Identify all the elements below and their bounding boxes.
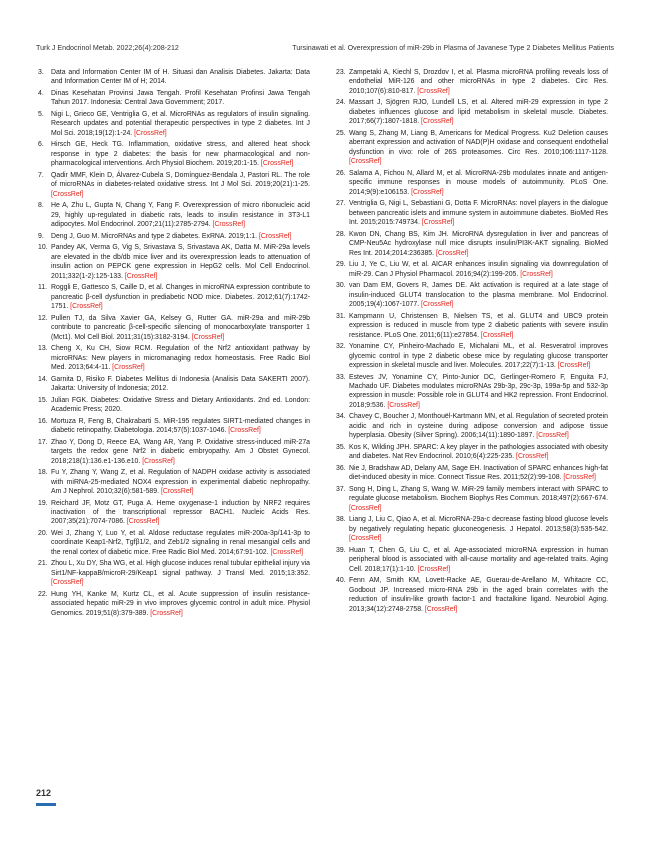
- crossref-link[interactable]: [CrossRef]: [51, 190, 84, 198]
- crossref-link[interactable]: [CrossRef]: [134, 129, 167, 137]
- crossref-link[interactable]: [CrossRef]: [70, 303, 103, 311]
- reference-citation: Huan T, Chen G, Liu C, et al. Age-associated microRNA expression in human peripheral blood is associated with all-cause mortality and age-related traits. Aging Cell. 2018;17(1):1-10.: [349, 546, 608, 573]
- crossref-link[interactable]: [CrossRef]: [150, 609, 183, 617]
- reference-item: [38, 89, 310, 108]
- reference-text: [51, 232, 310, 241]
- reference-number: 31.: [336, 312, 346, 320]
- reference-citation: Ventriglia G, Nigi L, Sebastiani G, Dotta F. MicroRNAs: novel players in the dialogue between pancreatic islets and immune system in autoimmune diabetes. BioMed Res Int. 2015;2015:749734.: [349, 200, 608, 227]
- reference-item: [336, 515, 608, 543]
- reference-item: [38, 68, 310, 87]
- reference-citation: Hirsch GE, Heck TG. Inflammation, oxidative stress, and altered heat shock response in type 2 diabetes: the basis for new pharmacological and non-pharmacological interventions. Arch Physiol Biochem. 2019;20:1-15.: [51, 141, 310, 168]
- reference-citation: Yonamine CY, Pinheiro-Machado E, Michalani ML, et al. Resveratrol improves glycemic control in type 2 diabetic obese mice by regulating glucose transporter expression in skeletal muscle and liver. Molecules. 2017;22(7):1-13.: [349, 343, 608, 369]
- reference-number: 21.: [38, 560, 48, 568]
- reference-item: [38, 314, 310, 342]
- reference-citation: He A, Zhu L, Gupta N, Chang Y, Fang F. Overexpression of micro ribonucleic acid 29, highly up-regulated in diabetic rats, leads to insulin resistance in 3T3-L1 adipocytes. Mol Endocrinol. 2007;21(11):2785-2794.: [51, 202, 310, 229]
- reference-item: [38, 590, 310, 618]
- reference-number: 39.: [336, 546, 346, 554]
- reference-citation: Dinas Kesehatan Provinsi Jawa Tengah. Profil Kesehatan Profinsi Jawa Tengah Tahun 2017. Indonesia: Central Java Government; 2017.: [51, 90, 310, 107]
- reference-text: [349, 464, 608, 483]
- reference-text: [51, 468, 310, 496]
- reference-citation: Fenn AM, Smith KM, Lovett-Racke AE, Guerau-de-Arellano M, Whitacre CC, Godbout JP. Increased micro-RNA 29b in the aged brain correlates with the reduction of insulin-like growth factor-1 and fractalkine ligand. Neurobiol Aging. 2013;34(12):2748-2758.: [349, 577, 608, 613]
- reference-item: [336, 576, 608, 614]
- reference-citation: Kos K, Wilding JPH. SPARC: A key player in the pathologies associated with obesity and diabetes. Nat Rev Endocrinol. 2010;6(4):225-235.: [349, 443, 608, 461]
- reference-text: [349, 169, 608, 197]
- reference-text: [51, 590, 310, 618]
- reference-item: [38, 344, 310, 372]
- references-column-right: [336, 68, 608, 616]
- reference-text: [51, 201, 310, 229]
- crossref-link[interactable]: [CrossRef]: [557, 361, 591, 369]
- reference-number: 24.: [336, 99, 346, 107]
- reference-citation: Hung YH, Kanke M, Kurtz CL, et al. Acute suppression of insulin resistance-associated hepatic miR-29 in vivo improves glycemic control in adult mice. Physiol Genomics. 2019;51(8):379-389.: [51, 590, 310, 617]
- reference-item: [38, 243, 310, 281]
- reference-text: [51, 529, 310, 557]
- reference-text: [349, 412, 608, 440]
- reference-citation: Liu J, Ye C, Liu W, et al. AICAR enhances insulin signaling via downregulation of miR-29. Can J Physiol Pharmacol. 2016;94(2):199-205.: [349, 261, 608, 278]
- reference-citation: van Dam EM, Govers R, James DE. Akt activation is required at a late stage of insulin-induced GLUT4 translocation to the plasma membrane. Mol Endocrinol. 2005;19(4):1067-1077.: [349, 282, 608, 309]
- reference-citation: Pullen TJ, da Silva Xavier GA, Kelsey G, Rutter GA. miR-29a and miR-29b contribute to pancreatic β-cell-specific silencing of monocarboxylate transporter 1 (Mct1). Mol Cell Biol. 2011;31(15):3182-3194.: [51, 314, 310, 341]
- reference-citation: Liang J, Liu C, Qiao A, et al. MicroRNA-29a-c decrease fasting blood glucose levels by negatively regulating hepatic gluconeogenesis. J Hepatol. 2013;58(3):535-542.: [349, 516, 608, 533]
- reference-citation: Wang S, Zhang M, Liang B, Americans for Medical Progress. Ku2 Deletion causes aberrant expression and activation of NAD(P)H oxidase and consequent endothelial dysfunction in vivo: role of 26S proteasomes. Circ Res. 2010;106:1117-1128.: [349, 129, 608, 156]
- reference-number: 3.: [38, 69, 44, 76]
- reference-item: [38, 559, 310, 587]
- crossref-link[interactable]: [CrossRef]: [228, 427, 261, 435]
- crossref-link[interactable]: [CrossRef]: [421, 219, 455, 227]
- crossref-link[interactable]: [CrossRef]: [421, 301, 454, 309]
- reference-number: 25.: [336, 129, 346, 137]
- reference-number: 5.: [38, 111, 44, 118]
- reference-text: [51, 68, 310, 87]
- reference-number: 20.: [38, 529, 48, 537]
- reference-citation: Data and Information Center IM of H. Situasi dan Analisis Diabetes. Jakarta: Data and Information Center IM of H; 2014.: [51, 69, 310, 86]
- reference-number: 7.: [38, 171, 44, 179]
- reference-item: [38, 171, 310, 199]
- reference-number: 26.: [336, 169, 346, 177]
- reference-text: [349, 485, 608, 513]
- reference-item: [38, 438, 310, 466]
- reference-item: [336, 98, 608, 126]
- reference-citation: Esteves JV, Yonamine CY, Pinto-Junior DC, Gerlinger-Romero F, Enguita FJ, Machado UF. Diabetes modulates microRNAs 29b-3p, 29c-3p, 199a-5p and 532-3p expression in muscle: Possible role in GLUT4 and HK2 repression. Front Endocrinol. 2018;9:536.: [349, 373, 608, 409]
- reference-item: [38, 499, 310, 527]
- crossref-link[interactable]: [CrossRef]: [349, 535, 382, 543]
- reference-item: [336, 412, 608, 440]
- reference-item: [38, 396, 310, 415]
- crossref-link[interactable]: [CrossRef]: [520, 270, 553, 278]
- reference-text: [349, 515, 608, 543]
- reference-number: 9.: [38, 232, 44, 240]
- reference-number: 36.: [336, 464, 346, 472]
- reference-citation: Zhao Y, Dong D, Reece EA, Wang AR, Yang P. Oxidative stress-induced miR-27a targets the redox gene Nrf2 in diabetic embryopathy. Am J Obstet Gynecol. 2018;218(1):136.e1-136.e10.: [51, 438, 310, 465]
- reference-citation: Julian FGK. Diabetes: Oxidative Stress and Dietary Antioxidants. 2nd ed. London: Academic Press; 2020.: [51, 396, 310, 414]
- crossref-link[interactable]: [CrossRef]: [411, 188, 444, 196]
- crossref-link[interactable]: [CrossRef]: [417, 565, 451, 573]
- crossref-link[interactable]: [CrossRef]: [160, 487, 194, 495]
- crossref-link[interactable]: [CrossRef]: [349, 158, 382, 166]
- reference-citation: Deng J, Guo M. MicroRNAs and type 2 diabetes. ExRNA. 2019;1:1.: [51, 232, 258, 240]
- footer-accent-rule: [36, 803, 56, 806]
- reference-text: [51, 110, 310, 138]
- reference-number: 4.: [38, 90, 44, 97]
- journal-citation: Turk J Endocrinol Metab. 2022;26(4):208-212: [36, 44, 179, 52]
- reference-text: [349, 546, 608, 574]
- reference-number: 8.: [38, 202, 44, 210]
- reference-number: 32.: [336, 343, 346, 351]
- reference-item: [336, 312, 608, 340]
- reference-item: [38, 468, 310, 496]
- crossref-link[interactable]: [CrossRef]: [435, 249, 469, 257]
- reference-citation: Nie J, Bradshaw AD, Delany AM, Sage EH. Inactivation of SPARC enhances high-fat diet-induced obesity in mice. Connect Tissue Res. 2011;52(2):99-108.: [349, 464, 608, 482]
- reference-text: [51, 171, 310, 199]
- crossref-link[interactable]: [CrossRef]: [349, 504, 382, 512]
- reference-text: [51, 417, 310, 436]
- reference-number: 23.: [336, 69, 346, 76]
- reference-citation: Qadir MMF, Klein D, Álvarez-Cubela S, Domínguez-Bendala J, Pastori RL. The role of microRNAs in diabetes-related oxidative stress. Int J Mol Sci. 2019;20(21):1-25.: [51, 171, 310, 189]
- reference-number: 38.: [336, 516, 346, 524]
- crossref-link[interactable]: [CrossRef]: [258, 232, 292, 240]
- reference-text: [51, 344, 310, 372]
- reference-item: [38, 232, 310, 241]
- reference-citation: Kwon DN, Chang BS, Kim JH. MicroRNA dysregulation in liver and pancreas of CMP-Neu5Ac hydroxylase null mice disrupts insulin/PI3K-AKT signaling. BioMed Res Int. 2014;2014:236385.: [349, 230, 608, 257]
- reference-item: [336, 169, 608, 197]
- reference-text: [51, 243, 310, 281]
- reference-text: [349, 199, 608, 227]
- crossref-link[interactable]: [CrossRef]: [260, 160, 294, 168]
- reference-item: [336, 464, 608, 483]
- reference-text: [51, 499, 310, 527]
- reference-item: [336, 443, 608, 462]
- reference-item: [336, 68, 608, 96]
- reference-number: 15.: [38, 396, 48, 404]
- crossref-link[interactable]: [CrossRef]: [270, 548, 304, 556]
- reference-text: [349, 98, 608, 126]
- reference-text: [349, 230, 608, 258]
- reference-citation: Wei J, Zhang Y, Luo Y, et al. Aldose reductase regulates miR-200a-3p/141-3p to coordinate Keap1-Nrf2, Tgfβ1/2, and Zeb1/2 signaling in renal mesangial cells and the renal cortex of diabetic mice. Free Radic Biol Med. 2014;67:91-102.: [51, 529, 310, 556]
- reference-item: [38, 110, 310, 138]
- reference-citation: Reichard JF, Motz GT, Puga A. Heme oxygenase-1 induction by NRF2 requires inactivation of the transcriptional repressor BACH1. Nucleic Acids Res. 2007;35(21):7074-7086.: [51, 499, 310, 526]
- reference-citation: Zhou L, Xu DY, Sha WG, et al. High glucose induces renal tubular epithelial injury via Sirt1/NF-kappaB/microR-29/Keap1 signal pathway. J Transl Med. 2015;13:352.: [51, 560, 310, 577]
- reference-text: [349, 312, 608, 340]
- reference-number: 33.: [336, 373, 346, 381]
- crossref-link[interactable]: [CrossRef]: [516, 453, 549, 461]
- crossref-link[interactable]: [CrossRef]: [124, 272, 158, 280]
- reference-citation: Roggli E, Gattesco S, Caille D, et al. Changes in microRNA expression contribute to pancreatic β-cell dysfunction in prediabetic NOD mice. Diabetes. 2012;61(7):1742-1751.: [51, 284, 310, 311]
- reference-item: [336, 342, 608, 370]
- reference-number: 29.: [336, 261, 346, 269]
- reference-citation: Mortuza R, Feng B, Chakrabarti S. MiR-195 regulates SIRT1-mediated changes in diabetic retinopathy. Diabetologia. 2014;57(5):1037-1046.: [51, 417, 310, 435]
- reference-citation: Salama A, Fichou N, Allard M, et al. MicroRNA-29b modulates innate and antigen-specific immune responses in mouse models of autoimmunity. PLoS One. 2014;9(9):e106153.: [349, 169, 608, 196]
- reference-text: [349, 576, 608, 614]
- reference-number: 30.: [336, 282, 346, 290]
- crossref-link[interactable]: [CrossRef]: [112, 364, 145, 372]
- crossref-link[interactable]: [CrossRef]: [417, 87, 450, 95]
- reference-number: 13.: [38, 345, 48, 353]
- reference-text: [51, 283, 310, 311]
- reference-text: [51, 140, 310, 168]
- crossref-link[interactable]: [CrossRef]: [480, 331, 514, 339]
- reference-item: [336, 199, 608, 227]
- reference-item: [38, 417, 310, 436]
- reference-item: [336, 373, 608, 411]
- reference-text: [349, 342, 608, 370]
- reference-text: [349, 443, 608, 462]
- reference-text: [349, 129, 608, 167]
- crossref-link[interactable]: [CrossRef]: [387, 401, 420, 409]
- reference-text: [51, 375, 310, 394]
- reference-number: 34.: [336, 413, 346, 421]
- reference-item: [38, 529, 310, 557]
- reference-text: [349, 260, 608, 279]
- page-number: 212: [36, 788, 52, 798]
- reference-number: 19.: [38, 499, 48, 507]
- reference-item: [336, 129, 608, 167]
- reference-item: [38, 283, 310, 311]
- reference-number: 37.: [336, 485, 346, 493]
- reference-item: [336, 260, 608, 279]
- reference-number: 35.: [336, 443, 346, 451]
- reference-number: 16.: [38, 417, 48, 425]
- reference-citation: Cheng X, Ku CH, Siow RCM. Regulation of the Nrf2 antioxidant pathway by microRNAs: New players in micromanaging redox homeostasis. Free Radic Biol Med. 2013;64:4-11.: [51, 345, 310, 372]
- reference-citation: Garnita D, Risiko F. Diabetes Mellitus di Indonesia (Analisis Data SAKERTI 2007). Jakarta: University of Indonesia; 2012.: [51, 375, 310, 393]
- reference-number: 28.: [336, 230, 346, 238]
- reference-citation: Nigi L, Grieco GE, Ventriglia G, et al. MicroRNAs as regulators of insulin signaling. Research updates and potential therapeutic perspectives in type 2 diabetes. Int J Mol Sci. 2018;19(12):1-24.: [51, 111, 310, 137]
- reference-citation: Song H, Ding L, Zhang S, Wang W. MiR-29 family members interact with SPARC to regulate glucose metabolism. Biochem Biophys Res Commun. 2018;497(2):667-674.: [349, 485, 608, 503]
- reference-citation: Fu Y, Zhang Y, Wang Z, et al. Regulation of NADPH oxidase activity is associated with miRNA-25-mediated NOX4 expression in experimental diabetic nephropathy. Am J Nephrol. 2010;32(6):581-589.: [51, 469, 310, 495]
- reference-text: [349, 373, 608, 411]
- reference-text: [349, 68, 608, 96]
- reference-item: [38, 140, 310, 168]
- references-column-left: [38, 68, 310, 620]
- article-running-title: Tursinawati et al. Overexpression of miR-29b in Plasma of Javanese Type 2 Diabetes Mellitus Patients: [292, 44, 614, 52]
- reference-citation: Pandey AK, Verma G, Vig S, Srivastava S, Srivastava AK, Datta M. MiR-29a levels are elevated in the db/db mice liver and its overexpression leads to attenuation of insulin action on PEPCK gene expression in HepG2 cells. Mol Cell Endocrinol. 2011;332(1-2):125-133.: [51, 244, 310, 280]
- reference-item: [336, 230, 608, 258]
- reference-item: [38, 375, 310, 394]
- crossref-link[interactable]: [CrossRef]: [51, 579, 84, 587]
- crossref-link[interactable]: [CrossRef]: [142, 457, 175, 465]
- reference-item: [336, 485, 608, 513]
- crossref-link[interactable]: [CrossRef]: [421, 118, 454, 126]
- reference-number: 40.: [336, 577, 346, 585]
- crossref-link[interactable]: [CrossRef]: [191, 333, 225, 341]
- reference-item: [38, 201, 310, 229]
- reference-citation: Zampetaki A, Kiechl S, Drozdov I, et al. Plasma microRNA profiling reveals loss of endothelial MiR-126 and other microRNAs in type 2 diabetes. Circ Res. 2010;107(6):810-817.: [349, 69, 608, 95]
- reference-item: [336, 281, 608, 309]
- crossref-link[interactable]: [CrossRef]: [536, 432, 569, 440]
- reference-text: [51, 396, 310, 415]
- reference-number: 6.: [38, 141, 44, 149]
- reference-text: [51, 314, 310, 342]
- crossref-link[interactable]: [CrossRef]: [126, 518, 160, 526]
- reference-number: 14.: [38, 375, 48, 383]
- reference-number: 27.: [336, 200, 346, 208]
- reference-text: [51, 89, 310, 108]
- reference-number: 11.: [38, 284, 48, 292]
- reference-text: [51, 559, 310, 587]
- reference-citation: Kampmann U, Christensen B, Nielsen TS, et al. GLUT4 and UBC9 protein expression is reduced in muscle from type 2 diabetic patients with severe insulin resistance. PLoS One. 2011;6(11):e27854.: [349, 312, 608, 339]
- reference-number: 17.: [38, 438, 48, 446]
- reference-number: 22.: [38, 590, 48, 598]
- reference-item: [336, 546, 608, 574]
- reference-number: 12.: [38, 314, 48, 322]
- reference-citation: Massart J, Sjögren RJO, Lundell LS, et al. Altered miR-29 expression in type 2 diabetes influences glucose and lipid metabolism in skeletal muscle. Diabetes. 2017;66(7):1807-1818.: [349, 99, 608, 126]
- reference-number: 10.: [38, 244, 48, 252]
- crossref-link[interactable]: [CrossRef]: [212, 221, 246, 229]
- reference-number: 18.: [38, 469, 48, 477]
- reference-text: [349, 281, 608, 309]
- reference-text: [51, 438, 310, 466]
- crossref-link[interactable]: [CrossRef]: [424, 605, 458, 613]
- reference-citation: Chavey C, Boucher J, Monthouël-Kartmann MN, et al. Regulation of secreted protein acidic and rich in cysteine during adipose conversion and adipose tissue hyperplasia. Obesity (Silver Spring). 2006;14(11):1890-1897.: [349, 413, 608, 440]
- crossref-link[interactable]: [CrossRef]: [563, 474, 596, 482]
